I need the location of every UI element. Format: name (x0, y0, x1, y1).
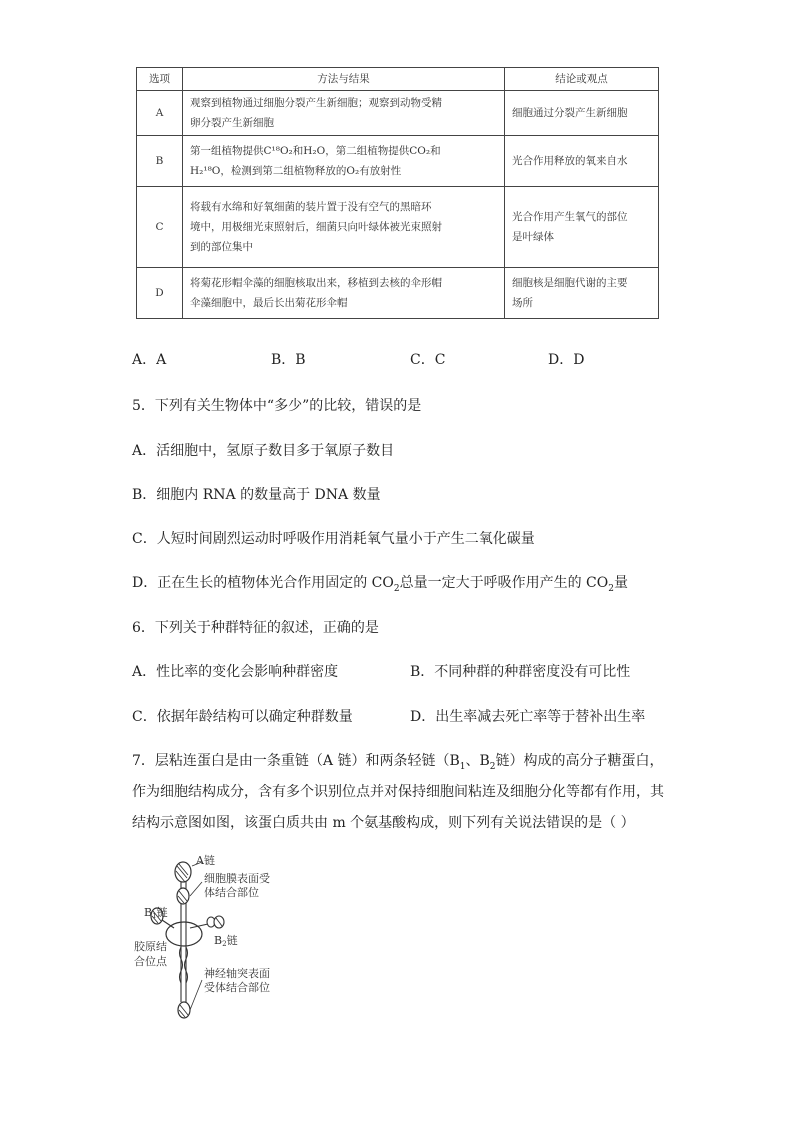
subscript: 1 (459, 761, 466, 772)
q5-option-d (132, 573, 628, 599)
conclusion-line: 细胞核是细胞代谢的主要 (512, 277, 628, 289)
conclusion-cell (505, 136, 659, 187)
label-b2-chain (214, 933, 238, 948)
method-cell (183, 268, 505, 319)
experiment-table (136, 67, 659, 319)
method-line: 卵分裂产生新细胞 (190, 117, 274, 129)
q6-option-c: C．依据年龄结构可以确定种群数量 (132, 709, 353, 725)
q6-stem: 6．下列关于种群特征的叙述，正确的是 (132, 620, 379, 636)
pointer-line (190, 980, 202, 1010)
q7-line-2: 作为细胞结构成分，含有多个识别位点并对保持细胞间粘连及细胞分化等都有作用，其 (132, 784, 664, 800)
q7-part: 7．层粘连蛋白是由一条重链（A 链）和两条轻链（B (132, 753, 460, 769)
q7-line-1 (132, 751, 664, 777)
conclusion-line: 细胞通过分裂产生新细胞 (512, 107, 628, 119)
label-membrane-1: 细胞膜表面受 (204, 872, 270, 885)
label-b1-chain (144, 905, 168, 920)
method-line: H₂¹⁸O，检测到第二组植物释放的O₂有放射性 (190, 165, 402, 177)
q4-choice-b: B．B (271, 352, 306, 368)
q5-stem: 5．下列有关生物体中“多少”的比较，错误的是 (132, 398, 422, 414)
collagen-binding-oval (166, 922, 202, 946)
label-part: B (144, 906, 153, 919)
table-header-row (137, 68, 659, 91)
laminin-structure-diagram (130, 852, 330, 1032)
label-membrane-2: 体结合部位 (204, 886, 259, 899)
label-part: 链 (156, 906, 168, 919)
conclusion-cell (505, 91, 659, 136)
option-cell: D (137, 268, 183, 319)
q5-d-part: 总量一定大于呼吸作用产生的 CO (399, 575, 609, 591)
label-collagen-1: 胶原结 (134, 940, 167, 953)
method-line: 观察到植物通过细胞分裂产生新细胞；观察到动物受精 (190, 97, 442, 109)
q5-option-b: B．细胞内 RNA 的数量高于 DNA 数量 (132, 487, 381, 503)
method-line: 将载有水绵和好氧细菌的装片置于没有空气的黑暗环 (190, 201, 432, 213)
q5-option-c: C．人短时间剧烈运动时呼吸作用消耗氧气量小于产生二氧化碳量 (132, 531, 535, 547)
conclusion-cell (505, 187, 659, 268)
q6-option-a: A．性比率的变化会影响种群密度 (132, 664, 339, 680)
conclusion-line: 光合作用产生氧气的部位 (512, 211, 628, 223)
q7-part: 链）构成的高分子糖蛋白， (495, 753, 664, 769)
label-part: B (214, 934, 223, 947)
method-line: 将菊花形帽伞藻的细胞核取出来，移植到去核的伞形帽 (190, 277, 442, 289)
q4-choice-c: C．C (410, 352, 446, 368)
method-line: 境中，用极细光束照射后，细菌只向叶绿体被光束照射 (190, 221, 442, 233)
option-cell: A (137, 91, 183, 136)
pointer-line (190, 882, 202, 896)
subscript: 2 (608, 583, 614, 594)
conclusion-line: 场所 (512, 297, 533, 309)
subscript: 2 (489, 761, 496, 772)
option-cell: C (137, 187, 183, 268)
method-line: 第一组植物提供C¹⁸O₂和H₂O，第二组植物提供CO₂和 (190, 145, 441, 157)
label-part: 链 (226, 934, 238, 947)
q6-option-b: B．不同种群的种群密度没有可比性 (410, 664, 631, 680)
q5-d-part: 量 (613, 575, 628, 591)
header-option: 选项 (137, 68, 183, 91)
q7-part: 、B (465, 753, 490, 769)
table-row (137, 187, 659, 268)
b1-chain-strand (162, 920, 174, 928)
label-neuron-2: 受体结合部位 (204, 981, 270, 994)
q5-d-part: D．正在生长的植物体光合作用固定的 CO (132, 575, 394, 591)
q7-line-3: 结构示意图如图，该蛋白质共由 m 个氨基酸构成，则下列有关说法错误的是（ ） (132, 815, 635, 831)
table-row (137, 268, 659, 319)
q5-option-a: A．活细胞中，氢原子数目多于氧原子数目 (132, 443, 395, 459)
q6-option-d: D．出生率减去死亡率等于替补出生率 (410, 709, 646, 725)
conclusion-line: 光合作用释放的氧来自水 (512, 155, 628, 167)
conclusion-cell (505, 268, 659, 319)
method-cell (183, 136, 505, 187)
q4-choice-a: A．A (132, 352, 167, 368)
method-cell (183, 187, 505, 268)
subscript: 1 (152, 912, 157, 920)
q4-choice-d: D．D (548, 352, 585, 368)
table-row (137, 136, 659, 187)
label-collagen-2: 合位点 (134, 955, 167, 968)
header-conclusion: 结论或观点 (505, 68, 659, 91)
label-a-chain: A链 (196, 854, 215, 867)
header-method: 方法与结果 (183, 68, 505, 91)
conclusion-line: 是叶绿体 (512, 231, 554, 243)
label-neuron-1: 神经轴突表面 (204, 967, 270, 980)
subscript: 2 (222, 940, 227, 948)
subscript: 2 (393, 583, 400, 594)
table-row (137, 91, 659, 136)
option-cell: B (137, 136, 183, 187)
method-cell (183, 91, 505, 136)
method-line: 到的部位集中 (190, 241, 253, 253)
method-line: 伞藻细胞中，最后长出菊花形伞帽 (190, 297, 348, 309)
